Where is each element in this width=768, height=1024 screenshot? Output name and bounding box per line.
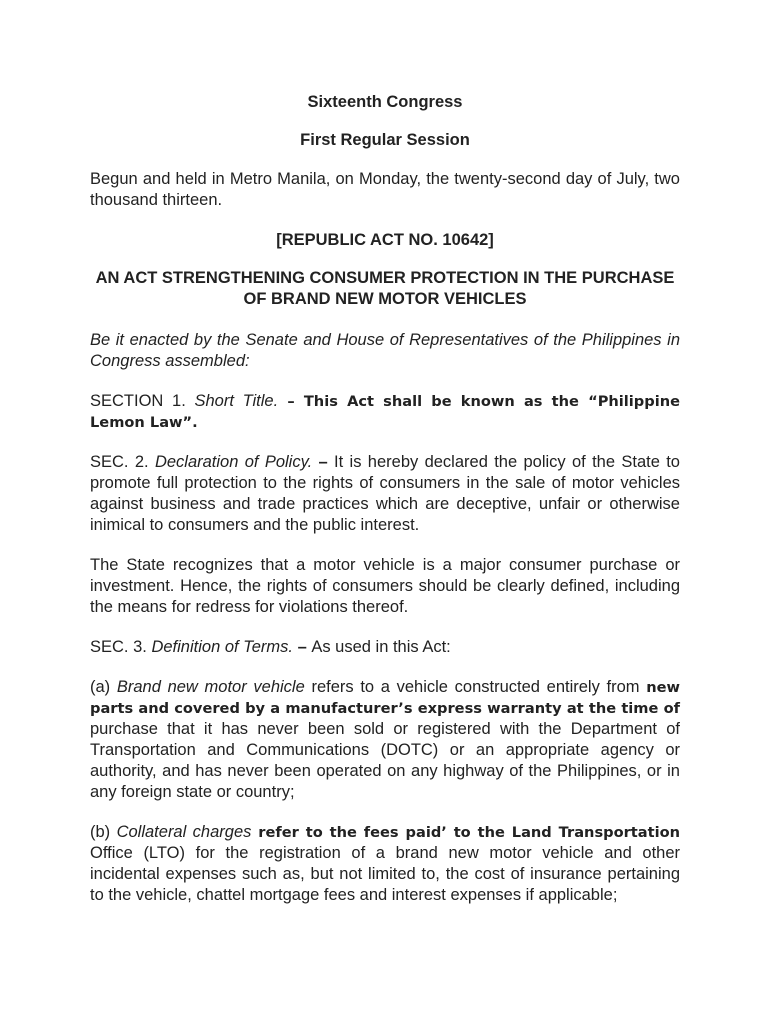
act-number: [REPUBLIC ACT NO. 10642] <box>276 231 494 249</box>
section-3-number: SEC. 3. <box>90 638 152 656</box>
section-1-number: SECTION 1. <box>90 392 195 410</box>
definition-b <box>90 822 680 906</box>
section-2-dash: – <box>312 453 335 471</box>
section-3-dash: – <box>292 638 312 656</box>
enacting-clause: Be it enacted by the Senate and House of Representatives of the Philippines in Congress assembled: <box>90 331 680 370</box>
section-3 <box>90 637 680 658</box>
section-2-paragraph-2: The State recognizes that a motor vehicle is a major consumer purchase or investment. Hence, the rights of consumers should be clearly defined, including the means for redress for violations thereof. <box>90 556 680 616</box>
section-3-title: Definition of Terms. <box>151 638 293 656</box>
section-2-number: SEC. 2. <box>90 453 155 471</box>
begun-statement: Begun and held in Metro Manila, on Monday, the twenty-second day of July, two thousand thirteen. <box>90 170 680 209</box>
definition-a-text-2: new parts and covered by a manufacturer’s express warranty at the time of <box>90 679 680 717</box>
definition-a-text-1: refers to a vehicle constructed entirely from <box>304 678 640 696</box>
definition-a-term: Brand new motor vehicle <box>116 678 305 696</box>
definition-a-label: (a) <box>90 678 117 696</box>
section-2-text: It is hereby declared the policy of the State to promote full protection to the rights of consumers in the sale of motor vehicles against business and trade practices which are deceptive, unfair or otherwise inimical to consumers and the public interest. <box>90 453 680 534</box>
definition-b-term: Collateral charges <box>116 823 252 841</box>
section-2-title: Declaration of Policy. <box>154 453 313 471</box>
congress-heading: Sixteenth Congress <box>307 93 463 111</box>
act-title: AN ACT STRENGTHENING CONSUMER PROTECTION IN THE PURCHASE OF BRAND NEW MOTOR VEHICLES <box>95 269 675 308</box>
section-1 <box>90 391 680 433</box>
definition-a <box>90 677 680 803</box>
definition-a-text-3: purchase that it has never been sold or registered with the Department of Transportation and Communications (DOTC) or an appropriate agency or authority, and has never been operated on any highway of the Philippines, or in any foreign state or country; <box>90 720 680 801</box>
section-1-text: – This Act shall be known as the “Philippine Lemon Law”. <box>90 393 680 431</box>
definition-b-label: (b) <box>90 823 117 841</box>
section-3-text: As used in this Act: <box>311 638 451 656</box>
definition-b-text-1: refer to the fees paid’ to the Land Transportation <box>251 824 681 841</box>
section-1-title: Short Title. <box>194 392 279 410</box>
session-heading: First Regular Session <box>300 131 470 149</box>
section-2 <box>90 452 680 536</box>
definition-b-text-2: Office (LTO) for the registration of a brand new motor vehicle and other incidental expenses such as, but not limited to, the cost of insurance pertaining to the vehicle, chattel mortgage fees and interest expenses if applicable; <box>90 844 680 904</box>
